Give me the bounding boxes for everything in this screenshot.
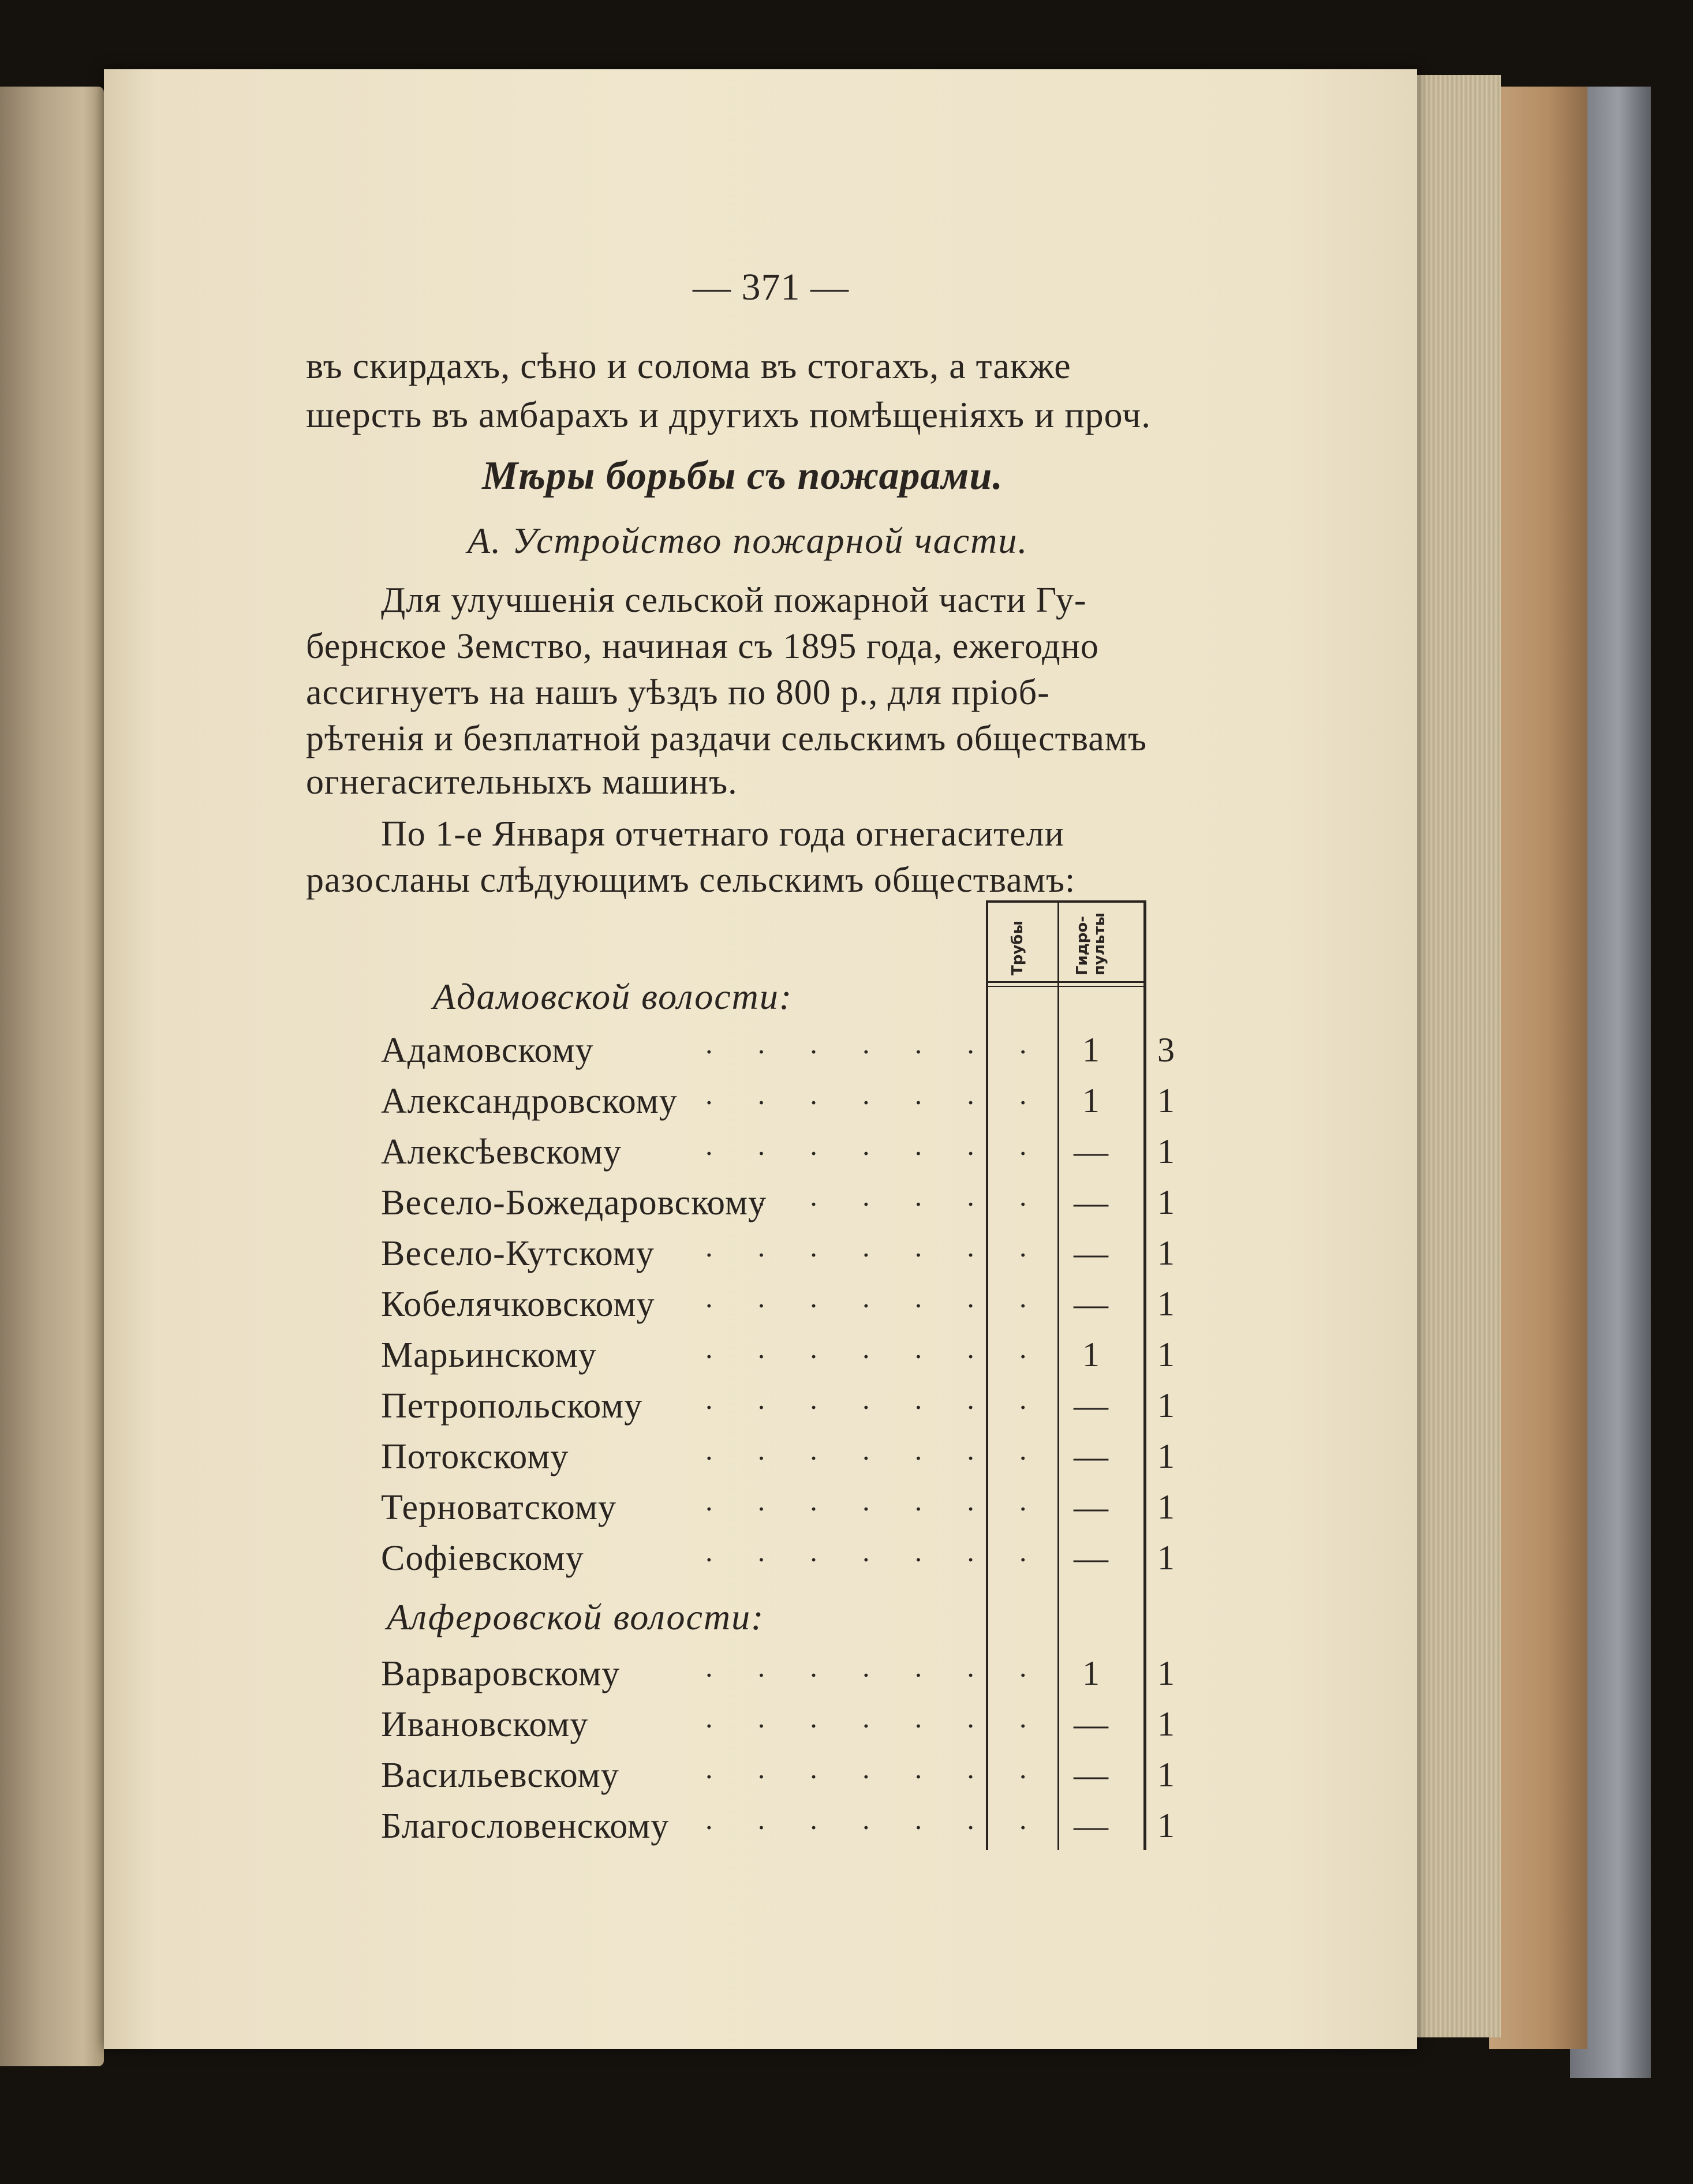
cell-hydro: 1 bbox=[1157, 1285, 1175, 1323]
table-row bbox=[381, 1755, 1258, 1801]
paragraph-line: ассигнуетъ на нашъ уѣздъ по 800 р., для пріоб- bbox=[306, 673, 1050, 712]
row-name: Софіевскому bbox=[381, 1539, 584, 1578]
table-row bbox=[381, 1538, 1258, 1584]
table-row bbox=[381, 1335, 1258, 1381]
row-name: Весело-Кутскому bbox=[381, 1234, 655, 1273]
table-row bbox=[381, 1487, 1258, 1534]
row-name: Потокскому bbox=[381, 1437, 569, 1476]
leader-dots: ······· bbox=[704, 1035, 1071, 1068]
row-name: Александровскому bbox=[381, 1082, 678, 1121]
previous-page-edge bbox=[0, 87, 104, 2066]
table-row bbox=[381, 1030, 1258, 1076]
table-header-rule-2 bbox=[987, 986, 1146, 987]
cell-hydro: 1 bbox=[1157, 1488, 1175, 1526]
table-row bbox=[381, 1284, 1258, 1330]
leader-dots: ······· bbox=[704, 1137, 1071, 1169]
row-name: Благословенскому bbox=[381, 1807, 670, 1846]
cell-pipes: — bbox=[1074, 1705, 1108, 1743]
table-row bbox=[381, 1386, 1258, 1432]
leader-dots: ······· bbox=[704, 1391, 1071, 1423]
page-number: — 371 — bbox=[693, 266, 849, 308]
table-row bbox=[381, 1806, 1258, 1852]
row-name: Терноватскому bbox=[381, 1488, 616, 1527]
cell-hydro: 1 bbox=[1157, 1183, 1175, 1221]
page-stack-edge bbox=[1408, 75, 1501, 2037]
paragraph-line: шерсть въ амбарахъ и другихъ помѣщеніяхъ и проч. bbox=[306, 394, 1152, 435]
table-row bbox=[381, 1654, 1258, 1700]
cell-pipes: — bbox=[1074, 1234, 1108, 1272]
leader-dots: ······· bbox=[704, 1710, 1071, 1742]
row-name: Марьинскому bbox=[381, 1336, 597, 1375]
row-name: Васильевскому bbox=[381, 1756, 619, 1795]
table-top-rule bbox=[987, 900, 1146, 903]
leader-dots: ······· bbox=[704, 1289, 1071, 1322]
leader-dots: ······· bbox=[704, 1760, 1071, 1793]
cell-hydro: 1 bbox=[1157, 1437, 1175, 1475]
section-subheading: А. Устройство пожарной части. bbox=[468, 520, 1029, 561]
row-name: Весело-Божедаровскому bbox=[381, 1183, 767, 1222]
cell-hydro: 1 bbox=[1157, 1539, 1175, 1577]
cell-pipes: 1 bbox=[1082, 1654, 1100, 1692]
cell-hydro: 1 bbox=[1157, 1386, 1175, 1424]
row-name: Петропольскому bbox=[381, 1386, 643, 1426]
cell-hydro: 1 bbox=[1157, 1082, 1175, 1120]
table-row bbox=[381, 1183, 1258, 1229]
cell-hydro: 1 bbox=[1157, 1756, 1175, 1794]
cell-pipes: — bbox=[1074, 1285, 1108, 1323]
cell-hydro: 1 bbox=[1157, 1705, 1175, 1743]
book-board bbox=[1489, 87, 1587, 2049]
leader-dots: ······· bbox=[704, 1659, 1071, 1691]
row-name: Варваровскому bbox=[381, 1654, 621, 1693]
paragraph-line: бернское Земство, начиная съ 1895 года, ежегодно bbox=[306, 627, 1099, 666]
paragraph-line: По 1-е Января отчетнаго года огнегасители bbox=[381, 814, 1064, 854]
cell-pipes: — bbox=[1074, 1437, 1108, 1475]
cell-hydro: 1 bbox=[1157, 1336, 1175, 1374]
cell-hydro: 1 bbox=[1157, 1132, 1175, 1170]
leader-dots: ······· bbox=[704, 1239, 1071, 1271]
paragraph-line: Для улучшенія сельской пожарной части Гу- bbox=[381, 581, 1087, 620]
cell-pipes: 1 bbox=[1082, 1031, 1100, 1069]
row-name: Ивановскому bbox=[381, 1705, 589, 1744]
column-header-pipes: Трубы bbox=[1009, 921, 1026, 975]
paragraph-line: разосланы слѣдующимъ сельскимъ обществамъ: bbox=[306, 861, 1076, 900]
cell-pipes: — bbox=[1074, 1539, 1108, 1577]
paragraph-line: въ скирдахъ, сѣно и солома въ стогахъ, а также bbox=[306, 345, 1071, 386]
table-row bbox=[381, 1437, 1258, 1483]
leader-dots: ······· bbox=[704, 1086, 1071, 1119]
row-name: Адамовскому bbox=[381, 1031, 594, 1070]
leader-dots: ······· bbox=[704, 1811, 1071, 1843]
table-row bbox=[381, 1704, 1258, 1751]
leader-dots: ······· bbox=[704, 1188, 1071, 1220]
group-title: Адамовской волости: bbox=[433, 976, 793, 1017]
cell-hydro: 1 bbox=[1157, 1654, 1175, 1692]
leader-dots: ······· bbox=[704, 1340, 1071, 1373]
section-heading: Мѣры борьбы съ пожарами. bbox=[482, 454, 1003, 498]
table-header-rule bbox=[987, 981, 1146, 983]
leader-dots: ······· bbox=[704, 1543, 1071, 1576]
leader-dots: ······· bbox=[704, 1442, 1071, 1474]
cell-pipes: — bbox=[1074, 1183, 1108, 1221]
cell-pipes: — bbox=[1074, 1756, 1108, 1794]
paragraph-line: огнегасительныхъ машинъ. bbox=[306, 762, 738, 802]
cell-pipes: — bbox=[1074, 1807, 1108, 1845]
row-name: Кобелячковскому bbox=[381, 1285, 655, 1324]
cell-pipes: 1 bbox=[1082, 1082, 1100, 1120]
book-page bbox=[104, 69, 1417, 2049]
table-row bbox=[381, 1081, 1258, 1127]
cell-pipes: 1 bbox=[1082, 1336, 1100, 1374]
column-header-hydro-2: пульты bbox=[1091, 913, 1108, 975]
group-title: Алферовской волости: bbox=[387, 1596, 765, 1637]
cell-hydro: 1 bbox=[1157, 1807, 1175, 1845]
leader-dots: ······· bbox=[704, 1493, 1071, 1525]
table-row bbox=[381, 1132, 1258, 1178]
table-row bbox=[381, 1233, 1258, 1280]
cell-pipes: — bbox=[1074, 1488, 1108, 1526]
cell-hydro: 3 bbox=[1157, 1031, 1175, 1069]
paragraph-line: рѣтенія и безплатной раздачи сельскимъ обществамъ bbox=[306, 719, 1148, 758]
cell-hydro: 1 bbox=[1157, 1234, 1175, 1272]
cell-pipes: — bbox=[1074, 1132, 1108, 1170]
cell-pipes: — bbox=[1074, 1386, 1108, 1424]
row-name: Алексѣевскому bbox=[381, 1132, 622, 1172]
column-header-hydro-1: Гидро- bbox=[1074, 915, 1091, 975]
